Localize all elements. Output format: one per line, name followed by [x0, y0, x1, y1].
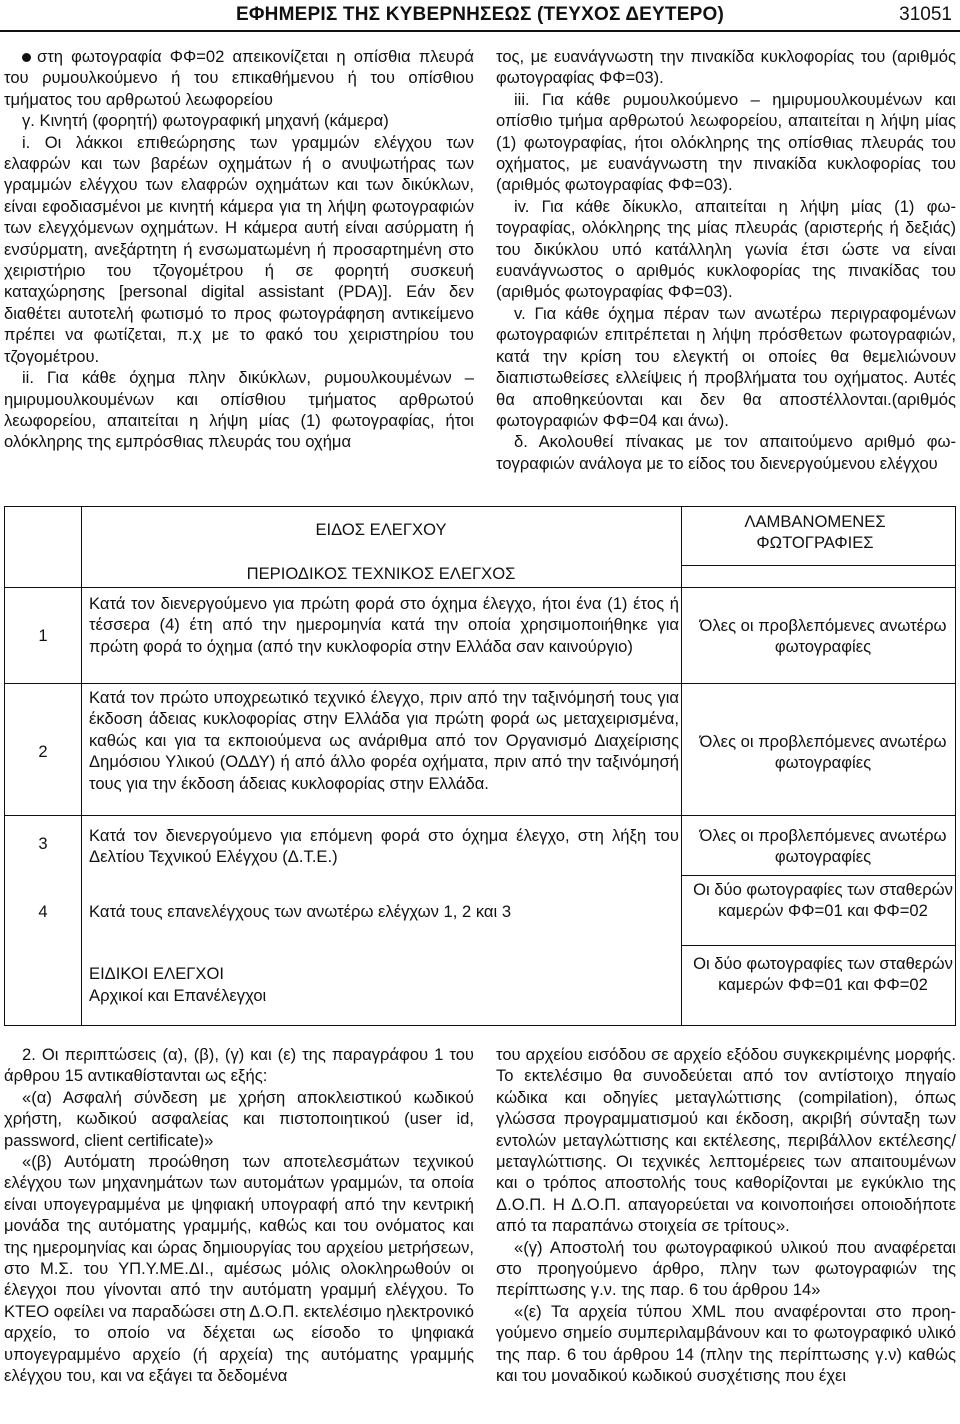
paragraph-beta: «(β) Αυτόματη προώθηση των αποτελεσμάτων τεχνικού ελέγχου των μηχανημάτων των αυτομάτων γραμμών, τα οποία είναι υπογεγραμμένα με ψηφιακή υπογραφή από την κεντρική μονάδα της αυτόματης γραμμής, καθώς και του ονόματος και της ημερομηνίας και ώρας δημιουργίας του αρχείου μετρήσεων, στο Μ.Σ. του ΥΠ.Υ.ΜΕ.ΔΙ., αμέσως μόλις ολοκληρωθούν οι έλεγχοι που γίνονται από την αυτόματη γραμμή ελέγχου. Το ΚΤΕΟ οφείλει να παραδώσει στη Δ.Ο.Π. εκτελέσιμο ηλεκτρονικό αρχείο, το οποίο να δέχεται ως είσοδο το ψηφιακά υπογεγραμμένο αρχείο (ή αρχεία) της αυτόματης γραμμής ελέγχου του, και να εξάγει τα δεδομένα [4, 1152, 474, 1386]
row-description: Κατά τον διενεργούμενο για πρώτη φορά στο όχημα έλεγχο, ήτοι ένα (1) έτος ή τέσσερα (4) έτη από την ημερομηνία κατά την οποία χρησιμοποιήθηκε για πρώτη φορά το όχημα (από την κυκλοφορία στην Ελλάδα σαν καινούργιο) [89, 594, 679, 656]
page-number: 31051 [899, 4, 952, 25]
bullet-text: στη φωτογραφία ΦΦ=02 απεικονίζεται η οπίσθια πλευρά του ρυμουλκούμενο ή του επικαθήμενου ή του οπίσθιου τμήματος του αρθρωτού λεωφορείου [4, 47, 474, 109]
row-description: Κατά τον πρώτο υποχρεωτικό τεχνικό έλεγχο, πριν από την ταξινόμησή τους για έκδοση άδειας κυκλοφορίας στην Ελλάδα για πρώτη φορά ως μεταχειρισμένα, καθώς και για τα εκποιούμενα ως ανάριθμα από τον Οργανισμό Διαχείρισης Δημόσιου Υλικού (ΟΔΔΥ) ή από άλλο φορέα οχήματα, πριν από την ταξινόμησή τους για την έκδοση άδειας κυκλοφορίας στην Ελλάδα. [89, 688, 679, 793]
bullet-paragraph [4, 46, 474, 110]
table-header-type: ΕΙΔΟΣ ΕΛΕΓΧΟΥ [315, 520, 447, 539]
special-checks-title: ΕΙΔΙΚΟΙ ΕΛΕΓΧΟΙ [89, 964, 225, 983]
table-divider [5, 815, 955, 816]
table-divider [81, 507, 82, 1025]
row-photos: Όλες οι προβλεπόμενες ανωτέρω φωτογραφίες [699, 616, 947, 657]
right-column-top [496, 46, 956, 474]
right-column-bottom [496, 1044, 956, 1387]
row-photos: Όλες οι προβλεπόμενες ανωτέρω φωτογραφίες [699, 826, 947, 867]
table-divider [681, 945, 955, 946]
page-header [0, 0, 960, 32]
table-divider [681, 565, 955, 566]
special-checks-subtitle: Αρχικοί και Επανέλεγχοι [89, 986, 267, 1005]
special-checks-photos: Οι δύο φωτογραφίες των σταθερών καμερών ΦΦ=01 και ΦΦ=02 [693, 954, 953, 995]
paragraph-gamma: γ. Κινητή (φορητή) φωτογραφική μηχανή (κάμερα) [22, 111, 389, 131]
table-divider [5, 683, 955, 684]
row-description: Κατά τους επανελέγχους των ανωτέρω ελέγχων 1, 2 και 3 [89, 902, 512, 921]
paragraph-beta-continued: του αρχείου εισόδου σε αρχείο εξόδου συγκεκριμένης μορφής. Το εκτελέσιμο θα συνοδεύεται από τον αντίστοιχο πηγαίο κώδικα και οδηγίες μεταγλώττισης (compilation), όπως γλώσσα προγραμματισμού και έκδοση, ακριβή σύνταξη των εντολών μεταγλώττισης και εκτέλεσης, περιβάλλον εκτέλεσης/μεταγλώττισης. Οι τεχνικές λεπτομέρειες των απαιτουμένων και ο τρόπος αποστολής τους καθορίζονται με εγκύκλιο της Δ.Ο.Π. Η Δ.Ο.Π. απαγορεύεται να κοινοποιήσει οποιοδήποτε από τα παραπάνω στοιχεία σε τρίτους». [496, 1045, 956, 1236]
left-column-bottom [4, 1044, 474, 1387]
table-divider [681, 875, 955, 876]
paragraph-continuation: τος, με ευανάγνωστη την πινακίδα κυκλοφορίας του (αριθμός φωτογραφίας ΦΦ=03). [496, 47, 956, 88]
paragraph-ii: ii. Για κάθε όχημα πλην δικύκλων, ρυμουλκουμένων – ημιρυμουλκουμένων και οπίσθιου τμήματος αρθρωτού λεωφορείου, απαιτείται η λήψη μίας (1) φωτογραφίας, ήτοι ολόκληρης της εμπρόσθιας πλευράς του οχήμα [4, 368, 474, 452]
photos-table [4, 506, 956, 1026]
paragraph-alpha: «(α) Ασφαλή σύνδεση με χρήση αποκλειστικού κωδικού χρήστη, κωδικού ασφαλείας και πιστοποιητικού (user id, password, client certificate)» [4, 1087, 474, 1150]
table-header-photos: ΛΑΜΒΑΝΟΜΕΝΕΣ ΦΩΤΟΓΡΑΦΙΕΣ [744, 512, 886, 553]
row-number: 4 [38, 902, 48, 921]
table-divider [5, 587, 955, 588]
paragraph-i: i. Οι λάκκοι επιθεώρησης των γραμμών ελέγχου των ελαφρών και των βαρέων οχημάτων ή ο ανυψωτήρας των γραμμών ελέγχου των ελαφρών οχημάτων και των δικύκλων, είναι εφοδιασμένοι με κινητή κάμερα για τη λήψη φωτογραφιών των ελεγχόμενων οχημάτων. Η κάμερα αυτή είναι ασύρματη ή ενσύρματη, ανεξάρτητη ή ενσωματωμένη ή προσαρτημένη στο χειριστήριο του τζογομέτρου ή σε φορητή συσκευή καταχώρησης [personal digital assistant (PDA)]. Εάν δεν διαθέτει αυτοτελή φωτισμό το προς φωτογράφηση αντικείμενο πρέπει να φωτίζεται, π.χ με το φακό του χειριστηρίου του τζογομέτρου. [4, 132, 474, 366]
row-number: 3 [38, 834, 48, 853]
paragraph-v: v. Για κάθε όχημα πέραν των ανωτέρω περιγραφομένων φωτογραφιών επιτρέπεται η λήψη πρόσθετων φωτογραφιών, κατά την κρίση του ελεγκτή οι οποίες θα θεμελιώνουν διαπιστωθείσες ελλείψεις ή προβλήματα του οχήματος. Αυτές θα αποθηκεύονται και δεν θα αποστέλλονται.(αριθμός φωτογραφιών ΦΦ=04 και άνω). [496, 303, 956, 430]
row-number: 2 [38, 742, 48, 761]
row-number: 1 [38, 626, 48, 645]
row-photos: Όλες οι προβλεπόμενες ανωτέρω φωτογραφίες [699, 732, 947, 773]
paragraph-delta: δ. Ακολουθεί πίνακας με τον απαιτούμενο αριθμό φωτογραφιών ανάλογα με το είδος του διενεργούμενου ελέγχου [496, 432, 956, 473]
paragraph-iv: iv. Για κάθε δίκυκλο, απαιτείται η λήψη μίας (1) φωτογραφίας, ολόκληρης της μίας πλευράς (αριστερής ή δεξιάς) του δικύκλου υπό κατάλληλη γωνία έτσι ώστε να είναι ευανάγνωστος ο αριθμός κυκλοφορίας της πινακίδας του (αριθμός φωτογραφίας ΦΦ=03). [496, 196, 956, 302]
row-description: Κατά τον διενεργούμενο για επόμενη φορά στο όχημα έλεγχο, στη λήξη του Δελτίου Τεχνικού Ελέγχου (Δ.Τ.Ε.) [89, 826, 679, 867]
row-photos: Οι δύο φωτογραφίες των σταθερών καμερών ΦΦ=01 και ΦΦ=02 [693, 880, 953, 921]
paragraph-gamma-quote: «(γ) Αποστολή του φωτογραφικού υλικού που αναφέρεται στο προηγούμενο άρθρο, πλην των φωτογραφιών της περίπτωσης γ.ν. της παρ. 6 του άρθρου 14» [496, 1237, 956, 1300]
paragraph-2: 2. Οι περιπτώσεις (α), (β), (γ) και (ε) της παραγράφου 1 του άρθρου 15 αντικαθίστανται ως εξής: [4, 1045, 474, 1086]
paragraph-iii: iii. Για κάθε ρυμουλκούμενο – ημιρυμουλκουμένων και οπίσθιο τμήμα αρθρωτού λεωφορείου, απαιτείται η λήψη μίας (1) φωτογραφίας, ήτοι ολόκληρης της οπίσθιας πλευράς του οχήματος, με ευανάγνωστη την πινακίδα κυκλοφορίας του (αριθμός φωτογραφίας ΦΦ=03). [496, 89, 956, 195]
paragraph-epsilon: «(ε) Τα αρχεία τύπου XML που αναφέρονται στο προηγούμενο σημείο συμπεριλαμβάνουν και το φωτογραφικό υλικό της παρ. 6 του άρθρου 14 (πλην της περίπτωσης γ.ν) καθώς και του μοναδικού κωδικού συσχέτισης που έχει [496, 1301, 956, 1386]
bullet-icon [22, 53, 31, 62]
gazette-title: ΕΦΗΜΕΡΙΣ ΤΗΣ ΚΥΒΕΡΝΗΣΕΩΣ (ΤΕΥΧΟΣ ΔΕΥΤΕΡΟ) [236, 4, 724, 25]
section-periodic-title: ΠΕΡΙΟΔΙΚΟΣ ΤΕΧΝΙΚΟΣ ΕΛΕΓΧΟΣ [246, 564, 516, 583]
table-divider [681, 507, 682, 1025]
left-column-top [4, 46, 474, 453]
